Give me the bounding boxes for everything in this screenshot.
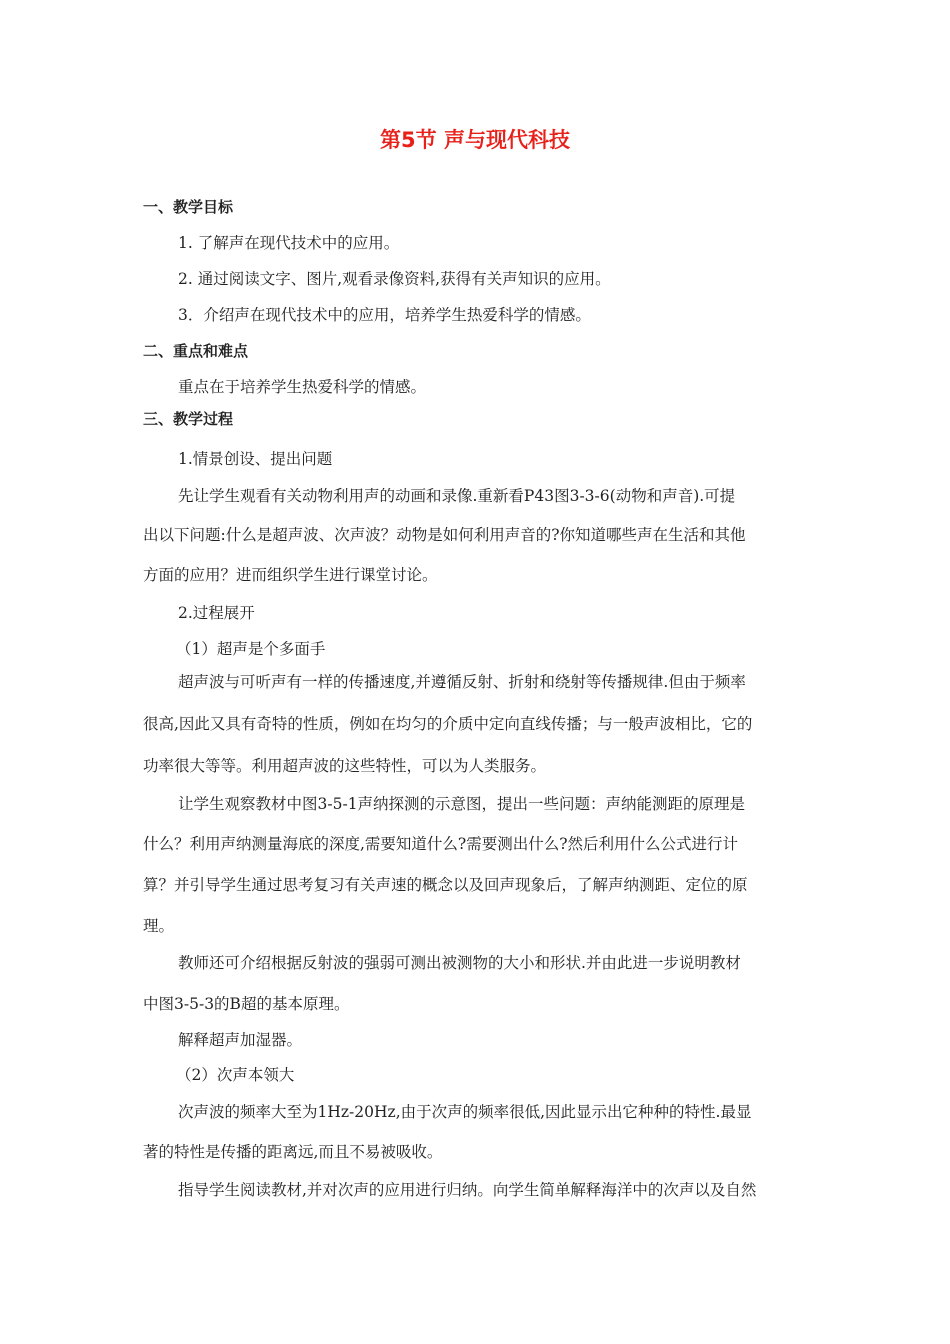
page-title: 第5节 声与现代科技: [380, 128, 570, 152]
sub-1-para-3-line-1: 教师还可介绍根据反射波的强弱可测出被测物的大小和形状.并由此进一步说明教材: [178, 954, 741, 972]
line-text: 什么？利用声纳测量海底的深度,需要知道什么?需要测出什么?然后利用什么公式进行计: [143, 835, 739, 853]
sub-1-para-2-line-4: 理。: [143, 917, 175, 935]
section-heading-process: 三、教学过程: [143, 410, 234, 428]
step-1-line-3: 方面的应用？进而组织学生进行课堂讨论。: [143, 566, 438, 584]
section-heading-key-points: 二、重点和难点: [143, 342, 249, 360]
sub-1-para-3-line-2: 中图3-5-3的B超的基本原理。: [143, 995, 350, 1013]
sub-1-para-1-line-2: [143, 714, 807, 734]
objective-item-3: 3．介绍声在现代技术中的应用，培养学生热爱科学的情感。: [178, 306, 591, 324]
objective-item-1: 1. 了解声在现代技术中的应用。: [178, 234, 400, 252]
step-1-line-2: [143, 525, 807, 545]
sub-1-para-1-line-1: 超声波与可听声有一样的传播速度,并遵循反射、折射和绕射等传播规律.但由于频率: [178, 673, 746, 691]
step-1-line-1: 先让学生观看有关动物利用声的动画和录像.重新看P43图3-3-6(动物和声音).可提: [178, 487, 736, 505]
objective-item-2: 2. 通过阅读文字、图片,观看录像资料,获得有关声知识的应用。: [178, 270, 611, 288]
line-text: 算？并引导学生通过思考复习有关声速的概念以及回声现象后，了解声纳测距、定位的原: [143, 876, 748, 894]
sub-2-para-2-line-1: 指导学生阅读教材,并对次声的应用进行归纳。向学生简单解释海洋中的次声以及自然: [178, 1181, 757, 1199]
sub-2-para-1-line-1: 次声波的频率大至为1Hz-20Hz,由于次声的频率很低,因此显示出它种种的特性.最显: [178, 1103, 752, 1121]
line-text: 出以下问题:什么是超声波、次声波？动物是如何利用声音的?你知道哪些声在生活和其他: [143, 526, 746, 544]
sub-2-para-1-line-2: 著的特性是传播的距离远,而且不易被吸收。: [143, 1143, 443, 1161]
sub-1-title: （1）超声是个多面手: [176, 640, 326, 658]
key-points-text: 重点在于培养学生热爱科学的情感。: [178, 378, 427, 396]
sub-2-title: （2）次声本领大: [176, 1066, 295, 1084]
step-2-title: 2.过程展开: [178, 604, 255, 622]
sub-1-para-1-line-3: 功率很大等等。利用超声波的这些特性，可以为人类服务。: [143, 757, 547, 775]
sub-1-para-4: 解释超声加湿器。: [178, 1031, 303, 1049]
step-1-title: 1.情景创设、提出问题: [178, 450, 333, 468]
sub-1-para-2-line-2: [143, 834, 807, 854]
section-heading-objectives: 一、教学目标: [143, 198, 234, 216]
line-text: 很高,因此又具有奇特的性质，例如在均匀的介质中定向直线传播；与一般声波相比，它的: [143, 715, 753, 733]
sub-1-para-2-line-3: [143, 875, 807, 895]
sub-1-para-2-line-1: 让学生观察教材中图3-5-1声纳探测的示意图，提出一些问题：声纳能测距的原理是: [178, 795, 746, 813]
